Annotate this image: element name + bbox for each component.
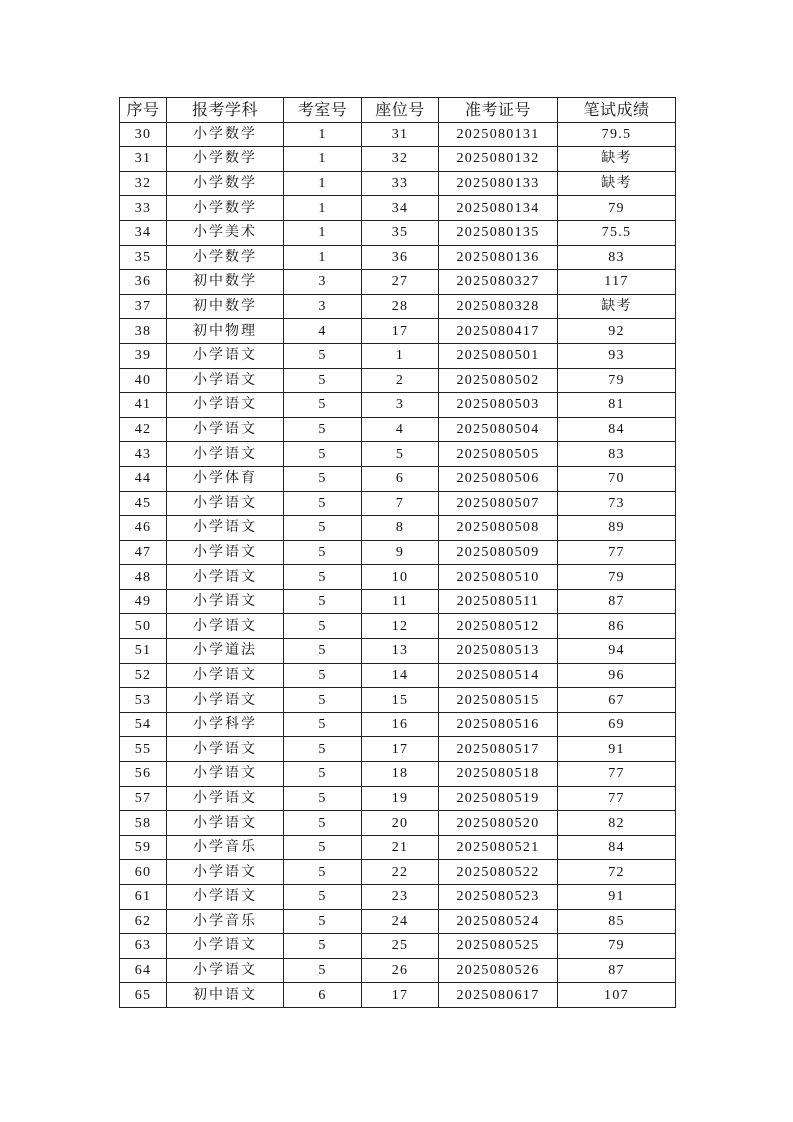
cell-score: 91 <box>558 885 676 910</box>
cell-ticket: 2025080520 <box>439 811 558 836</box>
cell-seat: 33 <box>362 171 439 196</box>
table-row <box>120 245 676 270</box>
cell-ticket: 2025080132 <box>439 147 558 172</box>
header-subject: 报考学科 <box>167 98 284 123</box>
table-row <box>120 491 676 516</box>
cell-score: 79 <box>558 565 676 590</box>
cell-seat: 12 <box>362 614 439 639</box>
cell-seat: 20 <box>362 811 439 836</box>
cell-score: 87 <box>558 589 676 614</box>
cell-ticket: 2025080131 <box>439 122 558 147</box>
cell-score: 69 <box>558 712 676 737</box>
cell-score: 94 <box>558 639 676 664</box>
cell-seat: 17 <box>362 737 439 762</box>
header-seat: 座位号 <box>362 98 439 123</box>
cell-subject: 初中数学 <box>167 270 284 295</box>
cell-score: 91 <box>558 737 676 762</box>
cell-subject: 小学语文 <box>167 565 284 590</box>
cell-ticket: 2025080134 <box>439 196 558 221</box>
cell-serial: 64 <box>120 958 167 983</box>
cell-serial: 40 <box>120 368 167 393</box>
cell-serial: 31 <box>120 147 167 172</box>
cell-score: 92 <box>558 319 676 344</box>
cell-ticket: 2025080519 <box>439 786 558 811</box>
cell-subject: 小学音乐 <box>167 835 284 860</box>
cell-ticket: 2025080501 <box>439 343 558 368</box>
cell-room: 5 <box>284 343 362 368</box>
cell-score: 79 <box>558 196 676 221</box>
table-body <box>120 122 676 1007</box>
cell-serial: 42 <box>120 417 167 442</box>
table-row <box>120 639 676 664</box>
cell-room: 5 <box>284 786 362 811</box>
cell-subject: 小学道法 <box>167 639 284 664</box>
cell-subject: 小学语文 <box>167 811 284 836</box>
table-row <box>120 786 676 811</box>
cell-ticket: 2025080133 <box>439 171 558 196</box>
cell-room: 5 <box>284 466 362 491</box>
table-row <box>120 589 676 614</box>
cell-room: 5 <box>284 442 362 467</box>
cell-room: 5 <box>284 934 362 959</box>
cell-ticket: 2025080516 <box>439 712 558 737</box>
table-row <box>120 122 676 147</box>
cell-score: 缺考 <box>558 147 676 172</box>
cell-serial: 39 <box>120 343 167 368</box>
cell-subject: 小学数学 <box>167 171 284 196</box>
cell-ticket: 2025080514 <box>439 663 558 688</box>
table-row <box>120 417 676 442</box>
cell-ticket: 2025080517 <box>439 737 558 762</box>
cell-subject: 小学语文 <box>167 589 284 614</box>
cell-score: 79 <box>558 368 676 393</box>
table-row <box>120 860 676 885</box>
cell-room: 1 <box>284 196 362 221</box>
table-row <box>120 737 676 762</box>
cell-room: 1 <box>284 220 362 245</box>
cell-subject: 小学体育 <box>167 466 284 491</box>
cell-ticket: 2025080136 <box>439 245 558 270</box>
cell-subject: 小学语文 <box>167 368 284 393</box>
cell-room: 5 <box>284 368 362 393</box>
cell-subject: 小学美术 <box>167 220 284 245</box>
cell-serial: 62 <box>120 909 167 934</box>
table-row <box>120 688 676 713</box>
cell-ticket: 2025080506 <box>439 466 558 491</box>
cell-subject: 小学语文 <box>167 393 284 418</box>
cell-score: 86 <box>558 614 676 639</box>
table-row <box>120 294 676 319</box>
cell-serial: 50 <box>120 614 167 639</box>
cell-serial: 45 <box>120 491 167 516</box>
cell-score: 84 <box>558 417 676 442</box>
cell-serial: 44 <box>120 466 167 491</box>
cell-serial: 49 <box>120 589 167 614</box>
cell-serial: 59 <box>120 835 167 860</box>
cell-serial: 55 <box>120 737 167 762</box>
cell-serial: 35 <box>120 245 167 270</box>
table-row <box>120 909 676 934</box>
cell-room: 5 <box>284 688 362 713</box>
cell-serial: 47 <box>120 540 167 565</box>
cell-room: 4 <box>284 319 362 344</box>
cell-seat: 27 <box>362 270 439 295</box>
header-score: 笔试成绩 <box>558 98 676 123</box>
cell-subject: 小学语文 <box>167 614 284 639</box>
cell-serial: 63 <box>120 934 167 959</box>
cell-seat: 28 <box>362 294 439 319</box>
cell-room: 5 <box>284 835 362 860</box>
cell-room: 6 <box>284 983 362 1008</box>
table-row <box>120 171 676 196</box>
cell-subject: 小学语文 <box>167 786 284 811</box>
cell-ticket: 2025080526 <box>439 958 558 983</box>
cell-room: 5 <box>284 614 362 639</box>
table-row <box>120 983 676 1008</box>
cell-serial: 56 <box>120 762 167 787</box>
cell-score: 缺考 <box>558 171 676 196</box>
cell-serial: 51 <box>120 639 167 664</box>
cell-seat: 11 <box>362 589 439 614</box>
cell-subject: 小学语文 <box>167 343 284 368</box>
cell-ticket: 2025080617 <box>439 983 558 1008</box>
cell-serial: 36 <box>120 270 167 295</box>
table-header <box>120 98 676 123</box>
cell-room: 5 <box>284 860 362 885</box>
cell-ticket: 2025080511 <box>439 589 558 614</box>
cell-seat: 18 <box>362 762 439 787</box>
cell-room: 1 <box>284 122 362 147</box>
cell-serial: 48 <box>120 565 167 590</box>
table-row <box>120 368 676 393</box>
cell-ticket: 2025080525 <box>439 934 558 959</box>
cell-seat: 24 <box>362 909 439 934</box>
cell-serial: 52 <box>120 663 167 688</box>
cell-seat: 3 <box>362 393 439 418</box>
table-row <box>120 565 676 590</box>
cell-score: 缺考 <box>558 294 676 319</box>
cell-score: 77 <box>558 762 676 787</box>
cell-subject: 初中语文 <box>167 983 284 1008</box>
cell-subject: 小学音乐 <box>167 909 284 934</box>
cell-room: 5 <box>284 491 362 516</box>
cell-serial: 46 <box>120 516 167 541</box>
cell-room: 5 <box>284 712 362 737</box>
cell-subject: 小学语文 <box>167 516 284 541</box>
cell-seat: 21 <box>362 835 439 860</box>
cell-ticket: 2025080521 <box>439 835 558 860</box>
cell-score: 117 <box>558 270 676 295</box>
table-row <box>120 147 676 172</box>
cell-serial: 60 <box>120 860 167 885</box>
cell-score: 87 <box>558 958 676 983</box>
cell-subject: 小学语文 <box>167 885 284 910</box>
table-row <box>120 196 676 221</box>
cell-ticket: 2025080513 <box>439 639 558 664</box>
cell-serial: 38 <box>120 319 167 344</box>
cell-seat: 19 <box>362 786 439 811</box>
cell-seat: 35 <box>362 220 439 245</box>
cell-room: 5 <box>284 737 362 762</box>
cell-ticket: 2025080515 <box>439 688 558 713</box>
cell-seat: 4 <box>362 417 439 442</box>
cell-ticket: 2025080502 <box>439 368 558 393</box>
cell-seat: 1 <box>362 343 439 368</box>
cell-ticket: 2025080328 <box>439 294 558 319</box>
cell-seat: 13 <box>362 639 439 664</box>
table-row <box>120 885 676 910</box>
cell-ticket: 2025080523 <box>439 885 558 910</box>
cell-ticket: 2025080417 <box>439 319 558 344</box>
table-row <box>120 958 676 983</box>
cell-ticket: 2025080510 <box>439 565 558 590</box>
cell-ticket: 2025080524 <box>439 909 558 934</box>
cell-score: 67 <box>558 688 676 713</box>
cell-ticket: 2025080522 <box>439 860 558 885</box>
cell-serial: 43 <box>120 442 167 467</box>
cell-seat: 31 <box>362 122 439 147</box>
cell-seat: 10 <box>362 565 439 590</box>
cell-subject: 小学数学 <box>167 122 284 147</box>
cell-serial: 58 <box>120 811 167 836</box>
cell-score: 79.5 <box>558 122 676 147</box>
cell-score: 70 <box>558 466 676 491</box>
cell-room: 5 <box>284 639 362 664</box>
cell-serial: 65 <box>120 983 167 1008</box>
cell-serial: 41 <box>120 393 167 418</box>
cell-subject: 小学数学 <box>167 196 284 221</box>
table-row <box>120 343 676 368</box>
cell-subject: 初中物理 <box>167 319 284 344</box>
cell-room: 5 <box>284 589 362 614</box>
cell-subject: 小学语文 <box>167 860 284 885</box>
cell-score: 77 <box>558 786 676 811</box>
cell-serial: 53 <box>120 688 167 713</box>
table-row <box>120 811 676 836</box>
cell-score: 96 <box>558 663 676 688</box>
table-row <box>120 466 676 491</box>
cell-subject: 小学语文 <box>167 491 284 516</box>
table-row <box>120 835 676 860</box>
cell-seat: 17 <box>362 319 439 344</box>
cell-score: 73 <box>558 491 676 516</box>
cell-seat: 23 <box>362 885 439 910</box>
cell-seat: 34 <box>362 196 439 221</box>
cell-room: 5 <box>284 417 362 442</box>
cell-seat: 6 <box>362 466 439 491</box>
cell-score: 75.5 <box>558 220 676 245</box>
cell-ticket: 2025080508 <box>439 516 558 541</box>
cell-serial: 57 <box>120 786 167 811</box>
cell-seat: 26 <box>362 958 439 983</box>
table-row <box>120 712 676 737</box>
cell-score: 89 <box>558 516 676 541</box>
cell-score: 83 <box>558 245 676 270</box>
cell-score: 83 <box>558 442 676 467</box>
cell-serial: 32 <box>120 171 167 196</box>
cell-subject: 小学数学 <box>167 147 284 172</box>
cell-score: 93 <box>558 343 676 368</box>
cell-subject: 小学语文 <box>167 417 284 442</box>
cell-seat: 9 <box>362 540 439 565</box>
cell-serial: 34 <box>120 220 167 245</box>
cell-subject: 小学语文 <box>167 958 284 983</box>
table-row <box>120 762 676 787</box>
cell-score: 79 <box>558 934 676 959</box>
cell-serial: 30 <box>120 122 167 147</box>
table-row <box>120 442 676 467</box>
table-row <box>120 663 676 688</box>
table-row <box>120 270 676 295</box>
cell-subject: 小学语文 <box>167 688 284 713</box>
cell-subject: 小学语文 <box>167 540 284 565</box>
cell-room: 1 <box>284 171 362 196</box>
header-room: 考室号 <box>284 98 362 123</box>
cell-subject: 小学科学 <box>167 712 284 737</box>
cell-room: 5 <box>284 762 362 787</box>
cell-room: 5 <box>284 885 362 910</box>
cell-seat: 25 <box>362 934 439 959</box>
cell-room: 5 <box>284 663 362 688</box>
cell-score: 77 <box>558 540 676 565</box>
cell-score: 85 <box>558 909 676 934</box>
table-row <box>120 516 676 541</box>
cell-subject: 小学语文 <box>167 663 284 688</box>
cell-seat: 14 <box>362 663 439 688</box>
cell-seat: 7 <box>362 491 439 516</box>
cell-seat: 16 <box>362 712 439 737</box>
table-row <box>120 319 676 344</box>
cell-score: 82 <box>558 811 676 836</box>
cell-subject: 小学语文 <box>167 442 284 467</box>
cell-ticket: 2025080509 <box>439 540 558 565</box>
cell-serial: 61 <box>120 885 167 910</box>
cell-serial: 54 <box>120 712 167 737</box>
cell-room: 5 <box>284 811 362 836</box>
cell-room: 5 <box>284 565 362 590</box>
cell-subject: 小学语文 <box>167 737 284 762</box>
cell-room: 5 <box>284 909 362 934</box>
cell-subject: 小学语文 <box>167 762 284 787</box>
header-ticket: 准考证号 <box>439 98 558 123</box>
cell-room: 5 <box>284 958 362 983</box>
cell-ticket: 2025080512 <box>439 614 558 639</box>
cell-seat: 36 <box>362 245 439 270</box>
table-row <box>120 393 676 418</box>
table-row <box>120 540 676 565</box>
cell-serial: 37 <box>120 294 167 319</box>
cell-seat: 2 <box>362 368 439 393</box>
cell-score: 84 <box>558 835 676 860</box>
cell-room: 3 <box>284 294 362 319</box>
table-row <box>120 934 676 959</box>
score-table <box>119 97 676 1008</box>
cell-room: 1 <box>284 147 362 172</box>
cell-room: 3 <box>284 270 362 295</box>
table-row <box>120 614 676 639</box>
cell-ticket: 2025080507 <box>439 491 558 516</box>
header-serial: 序号 <box>120 98 167 123</box>
header-row <box>120 98 676 123</box>
cell-ticket: 2025080505 <box>439 442 558 467</box>
cell-score: 107 <box>558 983 676 1008</box>
cell-ticket: 2025080504 <box>439 417 558 442</box>
cell-seat: 8 <box>362 516 439 541</box>
cell-seat: 17 <box>362 983 439 1008</box>
table-row <box>120 220 676 245</box>
cell-seat: 15 <box>362 688 439 713</box>
cell-seat: 5 <box>362 442 439 467</box>
cell-subject: 初中数学 <box>167 294 284 319</box>
cell-ticket: 2025080327 <box>439 270 558 295</box>
cell-room: 5 <box>284 393 362 418</box>
cell-ticket: 2025080503 <box>439 393 558 418</box>
cell-serial: 33 <box>120 196 167 221</box>
cell-room: 5 <box>284 516 362 541</box>
cell-seat: 32 <box>362 147 439 172</box>
cell-ticket: 2025080518 <box>439 762 558 787</box>
cell-subject: 小学数学 <box>167 245 284 270</box>
cell-subject: 小学语文 <box>167 934 284 959</box>
cell-ticket: 2025080135 <box>439 220 558 245</box>
cell-room: 1 <box>284 245 362 270</box>
cell-score: 72 <box>558 860 676 885</box>
cell-score: 81 <box>558 393 676 418</box>
cell-room: 5 <box>284 540 362 565</box>
cell-seat: 22 <box>362 860 439 885</box>
